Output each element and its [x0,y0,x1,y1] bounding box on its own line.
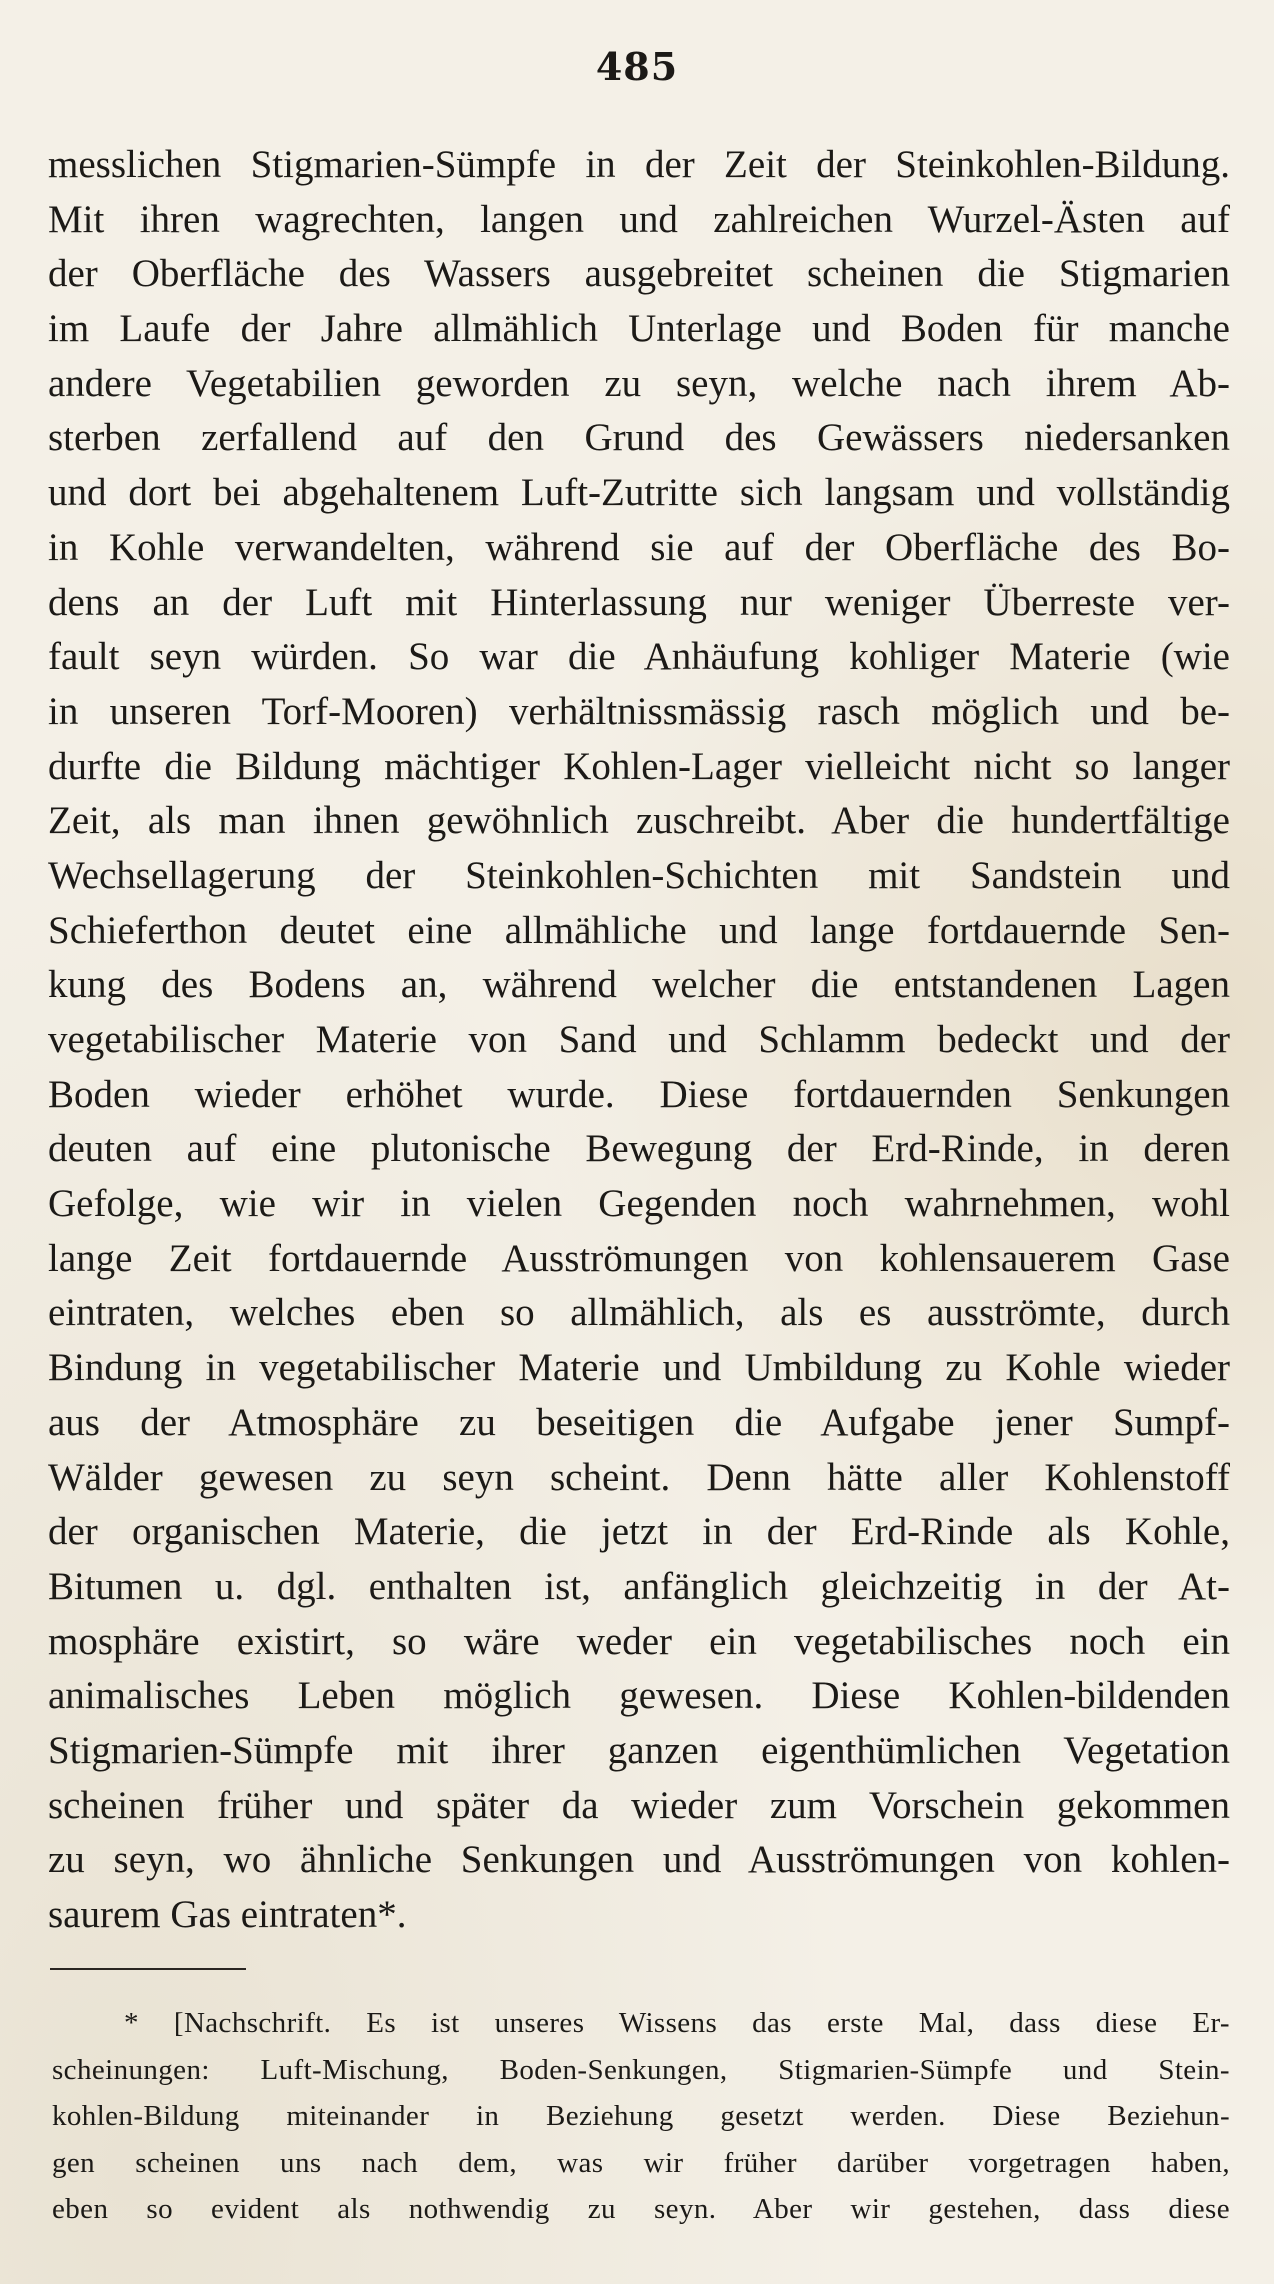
text-line: fault seyn würden. So war die Anhäufung kohliger Materie (wie [48,635,1230,679]
text-line: messlichen Stigmarien-Sümpfe in der Zeit der Steinkohlen-Bildung. [48,143,1230,186]
text-line: in Kohle verwandelten, während sie auf der Oberfläche des Bo- [48,525,1230,569]
footnote-block [52,2000,1230,2233]
text-line: saurem Gas eintraten*. [48,1893,407,1936]
footnote-line: * [Nachschrift. Es ist unseres Wissens das erste Mal, dass diese Er- [124,2007,1230,2039]
text-line: sterben zerfallend auf den Grund des Gewässers niedersanken [48,416,1230,460]
text-line: vegetabilischer Materie von Sand und Schlamm bedeckt und der [48,1018,1230,1061]
text-line: Bitumen u. dgl. enthalten ist, anfänglich gleichzeitig in der At- [48,1564,1230,1608]
text-line: zu seyn, wo ähnliche Senkungen und Ausströmungen von kohlen- [48,1838,1230,1882]
text-line: in unseren Torf-Mooren) verhältnissmässig rasch möglich und be- [48,689,1230,733]
text-line: Mit ihren wagrechten, langen und zahlreichen Wurzel-Ästen auf [48,197,1230,241]
footnote-line: scheinungen: Luft-Mischung, Boden-Senkungen, Stigmarien-Sümpfe und Stein- [52,2053,1230,2086]
text-line: und dort bei abgehaltenem Luft-Zutritte sich langsam und vollständig [48,471,1230,515]
text-line: mosphäre existirt, so wäre weder ein vegetabilisches noch ein [48,1619,1230,1663]
text-line: Wälder gewesen zu seyn scheint. Denn hätte aller Kohlenstoff [48,1455,1230,1499]
text-line: Wechsellagerung der Steinkohlen-Schichten mit Sandstein und [48,853,1230,897]
text-line: Zeit, als man ihnen gewöhnlich zuschreibt. Aber die hundertfältige [48,799,1230,843]
text-line: scheinen früher und später da wieder zum Vorschein gekommen [48,1783,1230,1827]
text-line: eintraten, welches eben so allmählich, als es ausströmte, durch [48,1291,1230,1335]
text-line: Bindung in vegetabilischer Materie und Umbildung zu Kohle wieder [48,1346,1230,1390]
text-line: Stigmarien-Sümpfe mit ihrer ganzen eigenthümlichen Vegetation [48,1728,1230,1772]
footnote-divider [50,1968,246,1970]
text-line: deuten auf eine plutonische Bewegung der Erd-Rinde, in deren [48,1127,1230,1171]
text-line: animalisches Leben möglich gewesen. Diese Kohlen-bildenden [48,1674,1230,1718]
text-line: aus der Atmosphäre zu beseitigen die Aufgabe jener Sumpf- [48,1400,1230,1444]
text-line: dens an der Luft mit Hinterlassung nur weniger Überreste ver- [48,580,1230,624]
text-line: kung des Bodens an, während welcher die entstandenen Lagen [48,963,1230,1007]
text-line: durfte die Bildung mächtiger Kohlen-Lager vielleicht nicht so langer [48,744,1230,788]
main-text-block [48,138,1230,1943]
text-line: lange Zeit fortdauernde Ausströmungen von kohlensauerem Gase [48,1236,1230,1280]
footnote-line: gen scheinen uns nach dem, was wir früher darüber vorgetragen haben, [52,2146,1230,2179]
text-line: Boden wieder erhöhet wurde. Diese fortdauernden Senkungen [48,1072,1230,1116]
text-line: andere Vegetabilien geworden zu seyn, welche nach ihrem Ab- [48,361,1230,405]
footnote-line: eben so evident als nothwendig zu seyn. Aber wir gestehen, dass diese [52,2193,1230,2225]
text-line: Gefolge, wie wir in vielen Gegenden noch wahrnehmen, wohl [48,1182,1230,1226]
text-line: der organischen Materie, die jetzt in der Erd-Rinde als Kohle, [48,1510,1230,1554]
text-line: im Laufe der Jahre allmählich Unterlage und Boden für manche [48,307,1230,351]
text-line: Schieferthon deutet eine allmähliche und lange fortdauernde Sen- [48,908,1230,952]
text-line: der Oberfläche des Wassers ausgebreitet scheinen die Stigmarien [48,252,1230,296]
footnote-line: kohlen-Bildung miteinander in Beziehung gesetzt werden. Diese Beziehun- [52,2100,1230,2132]
page-number: 485 [595,44,679,89]
